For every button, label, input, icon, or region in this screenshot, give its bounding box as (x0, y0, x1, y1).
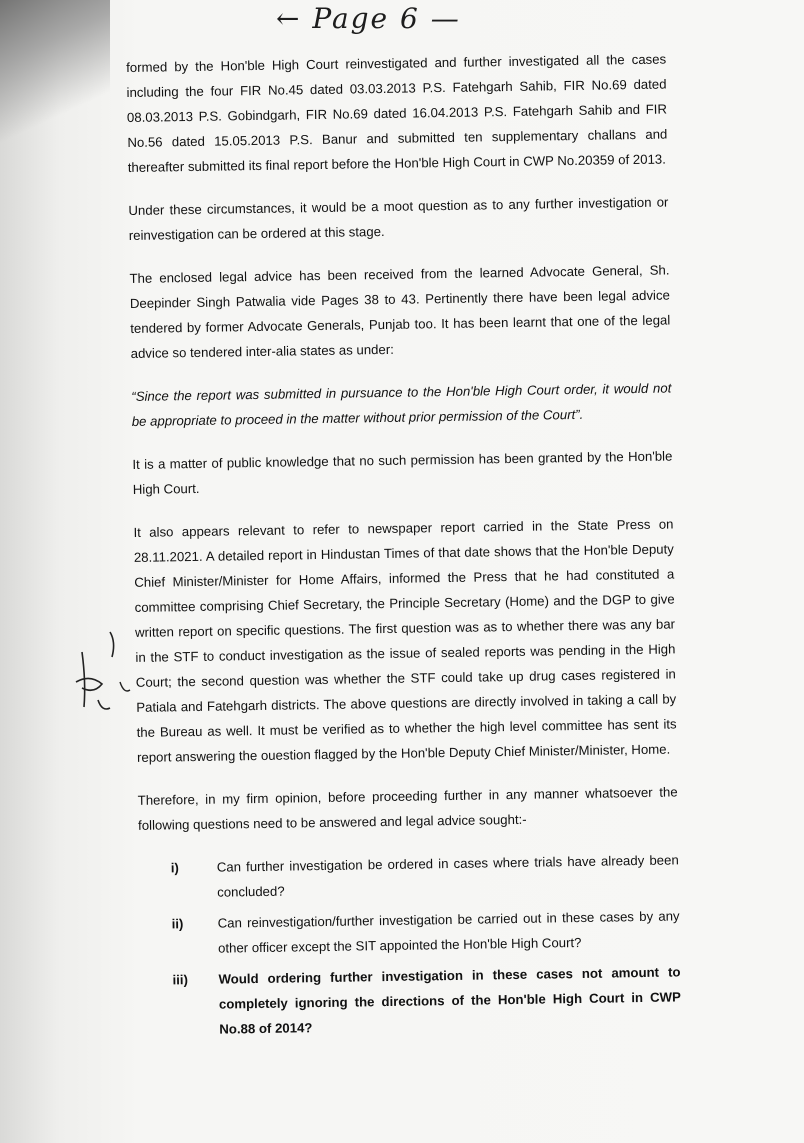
question-number: i) (170, 860, 179, 876)
paragraph-public-knowledge: It is a matter of public knowledge that no such permission has been granted by the Hon'ble High Court. (132, 448, 673, 497)
paragraph-newspaper-report: It also appears relevant to refer to newspaper report carried in the State Press on 28.11.2021. A detailed report in Hindustan Times of that date shows that the Hon'ble Deputy Chief Minister/Minister for Home Affairs, informed the Press that he had constituted a committee comprising Chief Secretary, the Principle Secretary (Home) and the DGP to give written report on specific questions. The first question was as to whether there was any bar in the STF to conduct investigation as the issue of sealed reports was pending in the High Court; the second question was whether the STF could take up drug cases registered in Patiala and Fatehgarh districts. The above questions are directly involved in taking a call by the Bureau as well. It must be verified as to whether the high level committee has sent its report answering the ouestion flagged by the Hon'ble Deputy Chief Minister/Minister, Home. (133, 516, 677, 765)
question-text: Would ordering further investigation in these cases not amount to completely ignoring the directions of the Hon'ble High Court in CWP No.88 of 2014? (218, 964, 681, 1037)
paragraph-quoted-advice: “Since the report was submitted in pursuance to the Hon'ble High Court order, it would not be appropriate to proceed in the matter without prior permission of the Court”. (131, 380, 672, 429)
questions-list (139, 847, 682, 1042)
scan-corner-shadow (0, 0, 110, 160)
paragraph-legal-advice: The enclosed legal advice has been received from the learned Advocate General, Sh. Deepinder Singh Patwalia vide Pages 38 to 43. Pertinently there have been legal advice tendered by former Advocate Generals, Punjab too. It has been learnt that one of the legal advice so tendered inter-alia states as under: (129, 262, 671, 361)
paragraph-sit-investigation: formed by the Hon'ble High Court reinvestigated and further investigated all the cases including the four FIR No.45 dated 03.03.2013 P.S. Fatehgarh Sahib, FIR No.69 dated 08.03.2013 P.S. Gobindgarh, FIR No.69 dated 16.04.2013 P.S. Fatehgarh Sahib and FIR No.56 dated 15.05.2013 P.S. Banur and submitted ten supplementary challans and thereafter submitted its final report before the Hon'ble High Court in CWP No.20359 of 2013. (126, 51, 668, 175)
handwritten-margin-marks (72, 612, 142, 722)
question-number: ii) (171, 916, 184, 932)
paragraph-moot-question: Under these circumstances, it would be a moot question as to any further investigation or reinvestigation can be ordered at this stage. (128, 194, 669, 243)
handwritten-page-note: ← Page 6 — (276, 2, 461, 35)
document-body (126, 47, 682, 1049)
list-item (139, 903, 680, 961)
question-text: Can further investigation be ordered in cases where trials have already been concluded? (216, 852, 679, 900)
question-text: Can reinvestigation/further investigation be carried out in these cases by any other officer except the SIT appointed the Hon'ble High Court? (217, 908, 680, 956)
paragraph-firm-opinion: Therefore, in my firm opinion, before proceeding further in any manner whatsoever the following questions need to be answered and legal advice sought:- (137, 784, 678, 833)
list-item (140, 959, 681, 1042)
question-number: iii) (172, 972, 189, 988)
list-item (139, 847, 680, 905)
